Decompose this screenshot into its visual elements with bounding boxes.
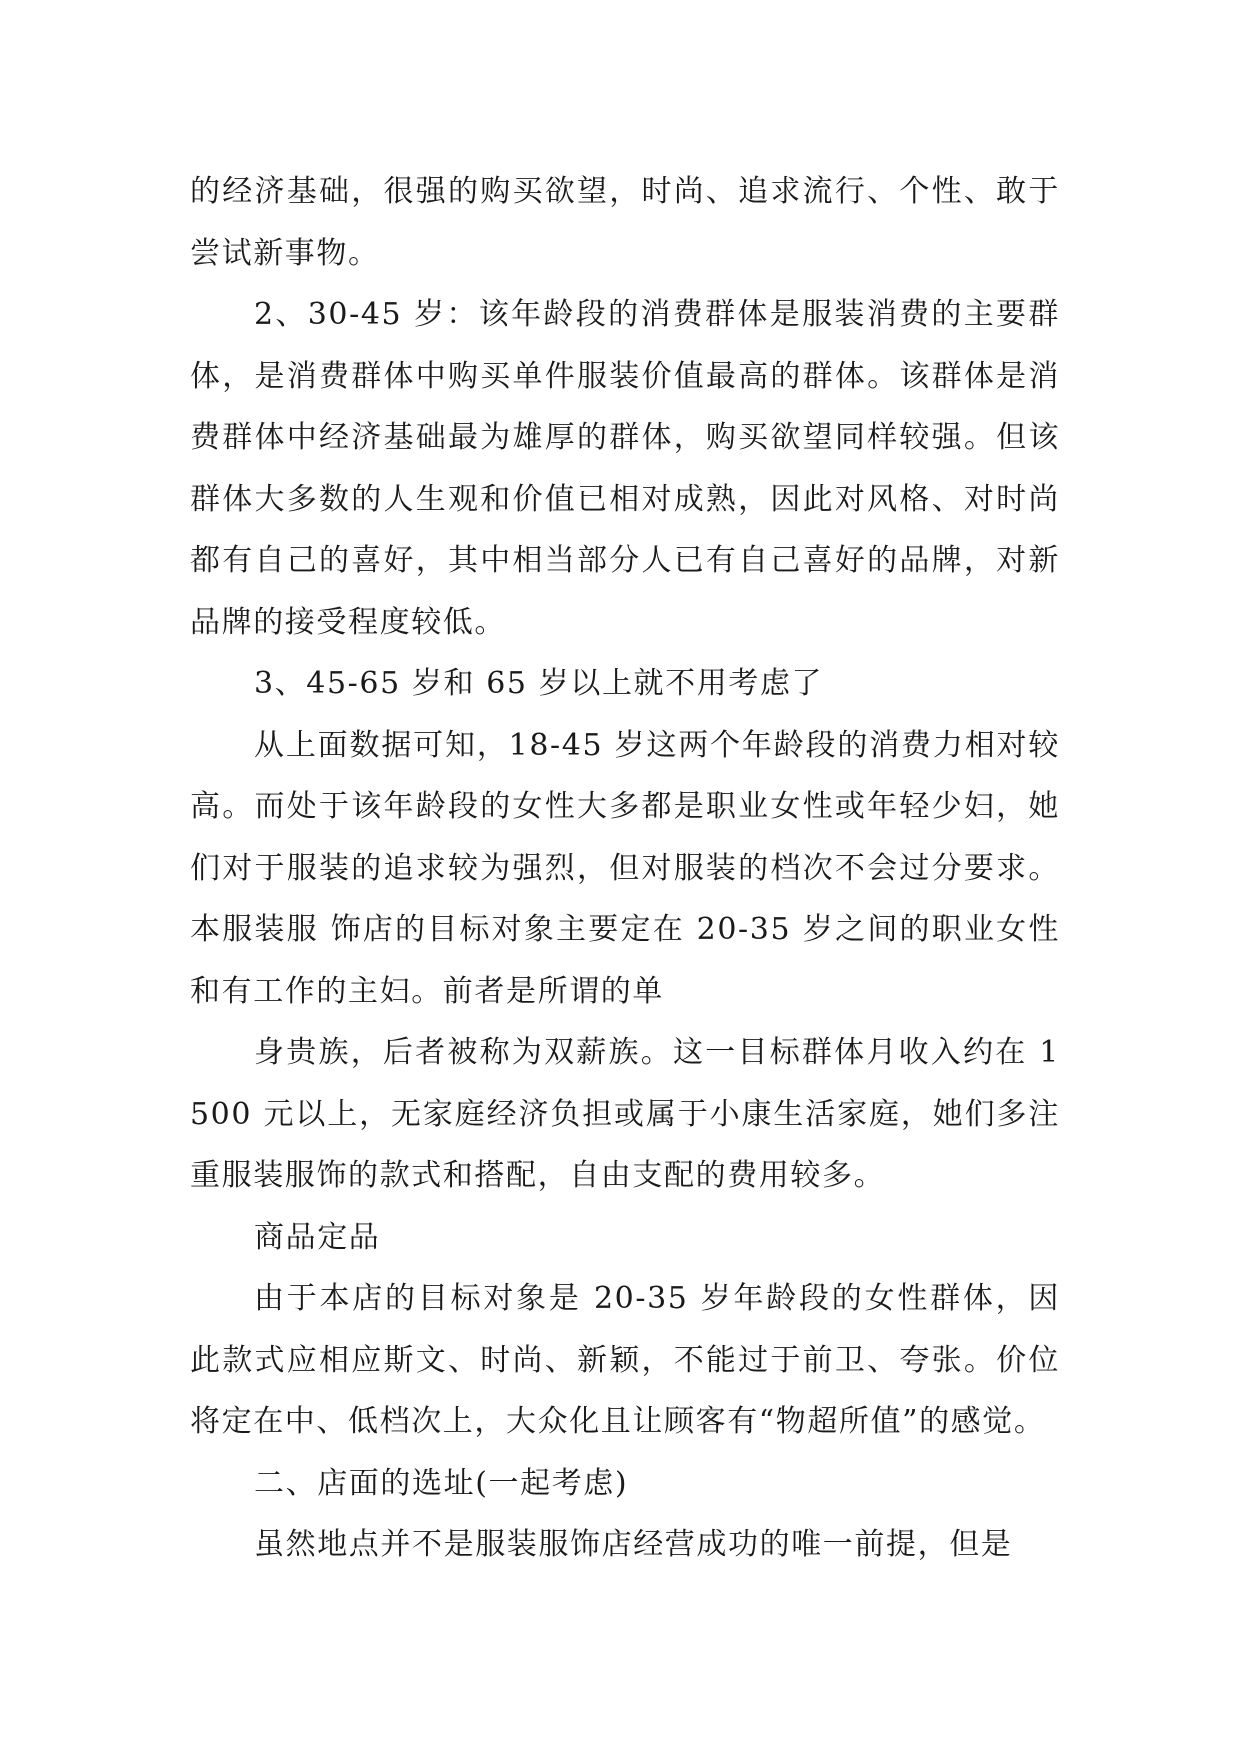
paragraph: 商品定品 [254, 1219, 381, 1255]
paragraph: 的经济基础，很强的购买欲望，时尚、追求流行、个性、敢于尝试新事物。 [190, 174, 1060, 271]
paragraph: 虽然地点并不是服装服饰店经营成功的唯一前提，但是 [254, 1527, 1013, 1562]
document-body [190, 161, 1060, 1576]
paragraph: 2、30-45 岁：该年龄段的消费群体是服装消费的主要群体，是消费群体中购买单件服装价值最高的群体。该群体是消费群体中经济基础最为雄厚的群体，购买欲望同样较强。但该群体大多数的人生观和价值已相对成熟，因此对风格、对时尚都有自己的喜好，其中相当部分人已有自己喜好的品牌，对新品牌的接受程度较低。 [190, 297, 1060, 640]
paragraph: 身贵族，后者被称为双薪族。这一目标群体月收入约在 1500 元以上，无家庭经济负担或属于小康生活家庭，她们多注重服装服饰的款式和搭配，自由支配的费用较多。 [190, 1035, 1060, 1193]
paragraph: 由于本店的目标对象是 20-35 岁年龄段的女性群体，因此款式应相应斯文、时尚、新颖，不能过于前卫、夸张。价位将定在中、低档次上，大众化且让顾客有“物超所值”的感觉。 [190, 1281, 1060, 1439]
paragraph: 3、45-65 岁和 65 岁以上就不用考虑了 [254, 666, 824, 701]
paragraph: 二、店面的选址(一起考虑) [254, 1465, 629, 1501]
paragraph: 从上面数据可知，18-45 岁这两个年龄段的消费力相对较高。而处于该年龄段的女性大多都是职业女性或年轻少妇，她们对于服装的追求较为强烈，但对服装的档次不会过分要求。本服装服 饰店的目标对象主要定在 20-35 岁之间的职业女性和有工作的主妇。前者是所谓的单 [190, 727, 1060, 1009]
